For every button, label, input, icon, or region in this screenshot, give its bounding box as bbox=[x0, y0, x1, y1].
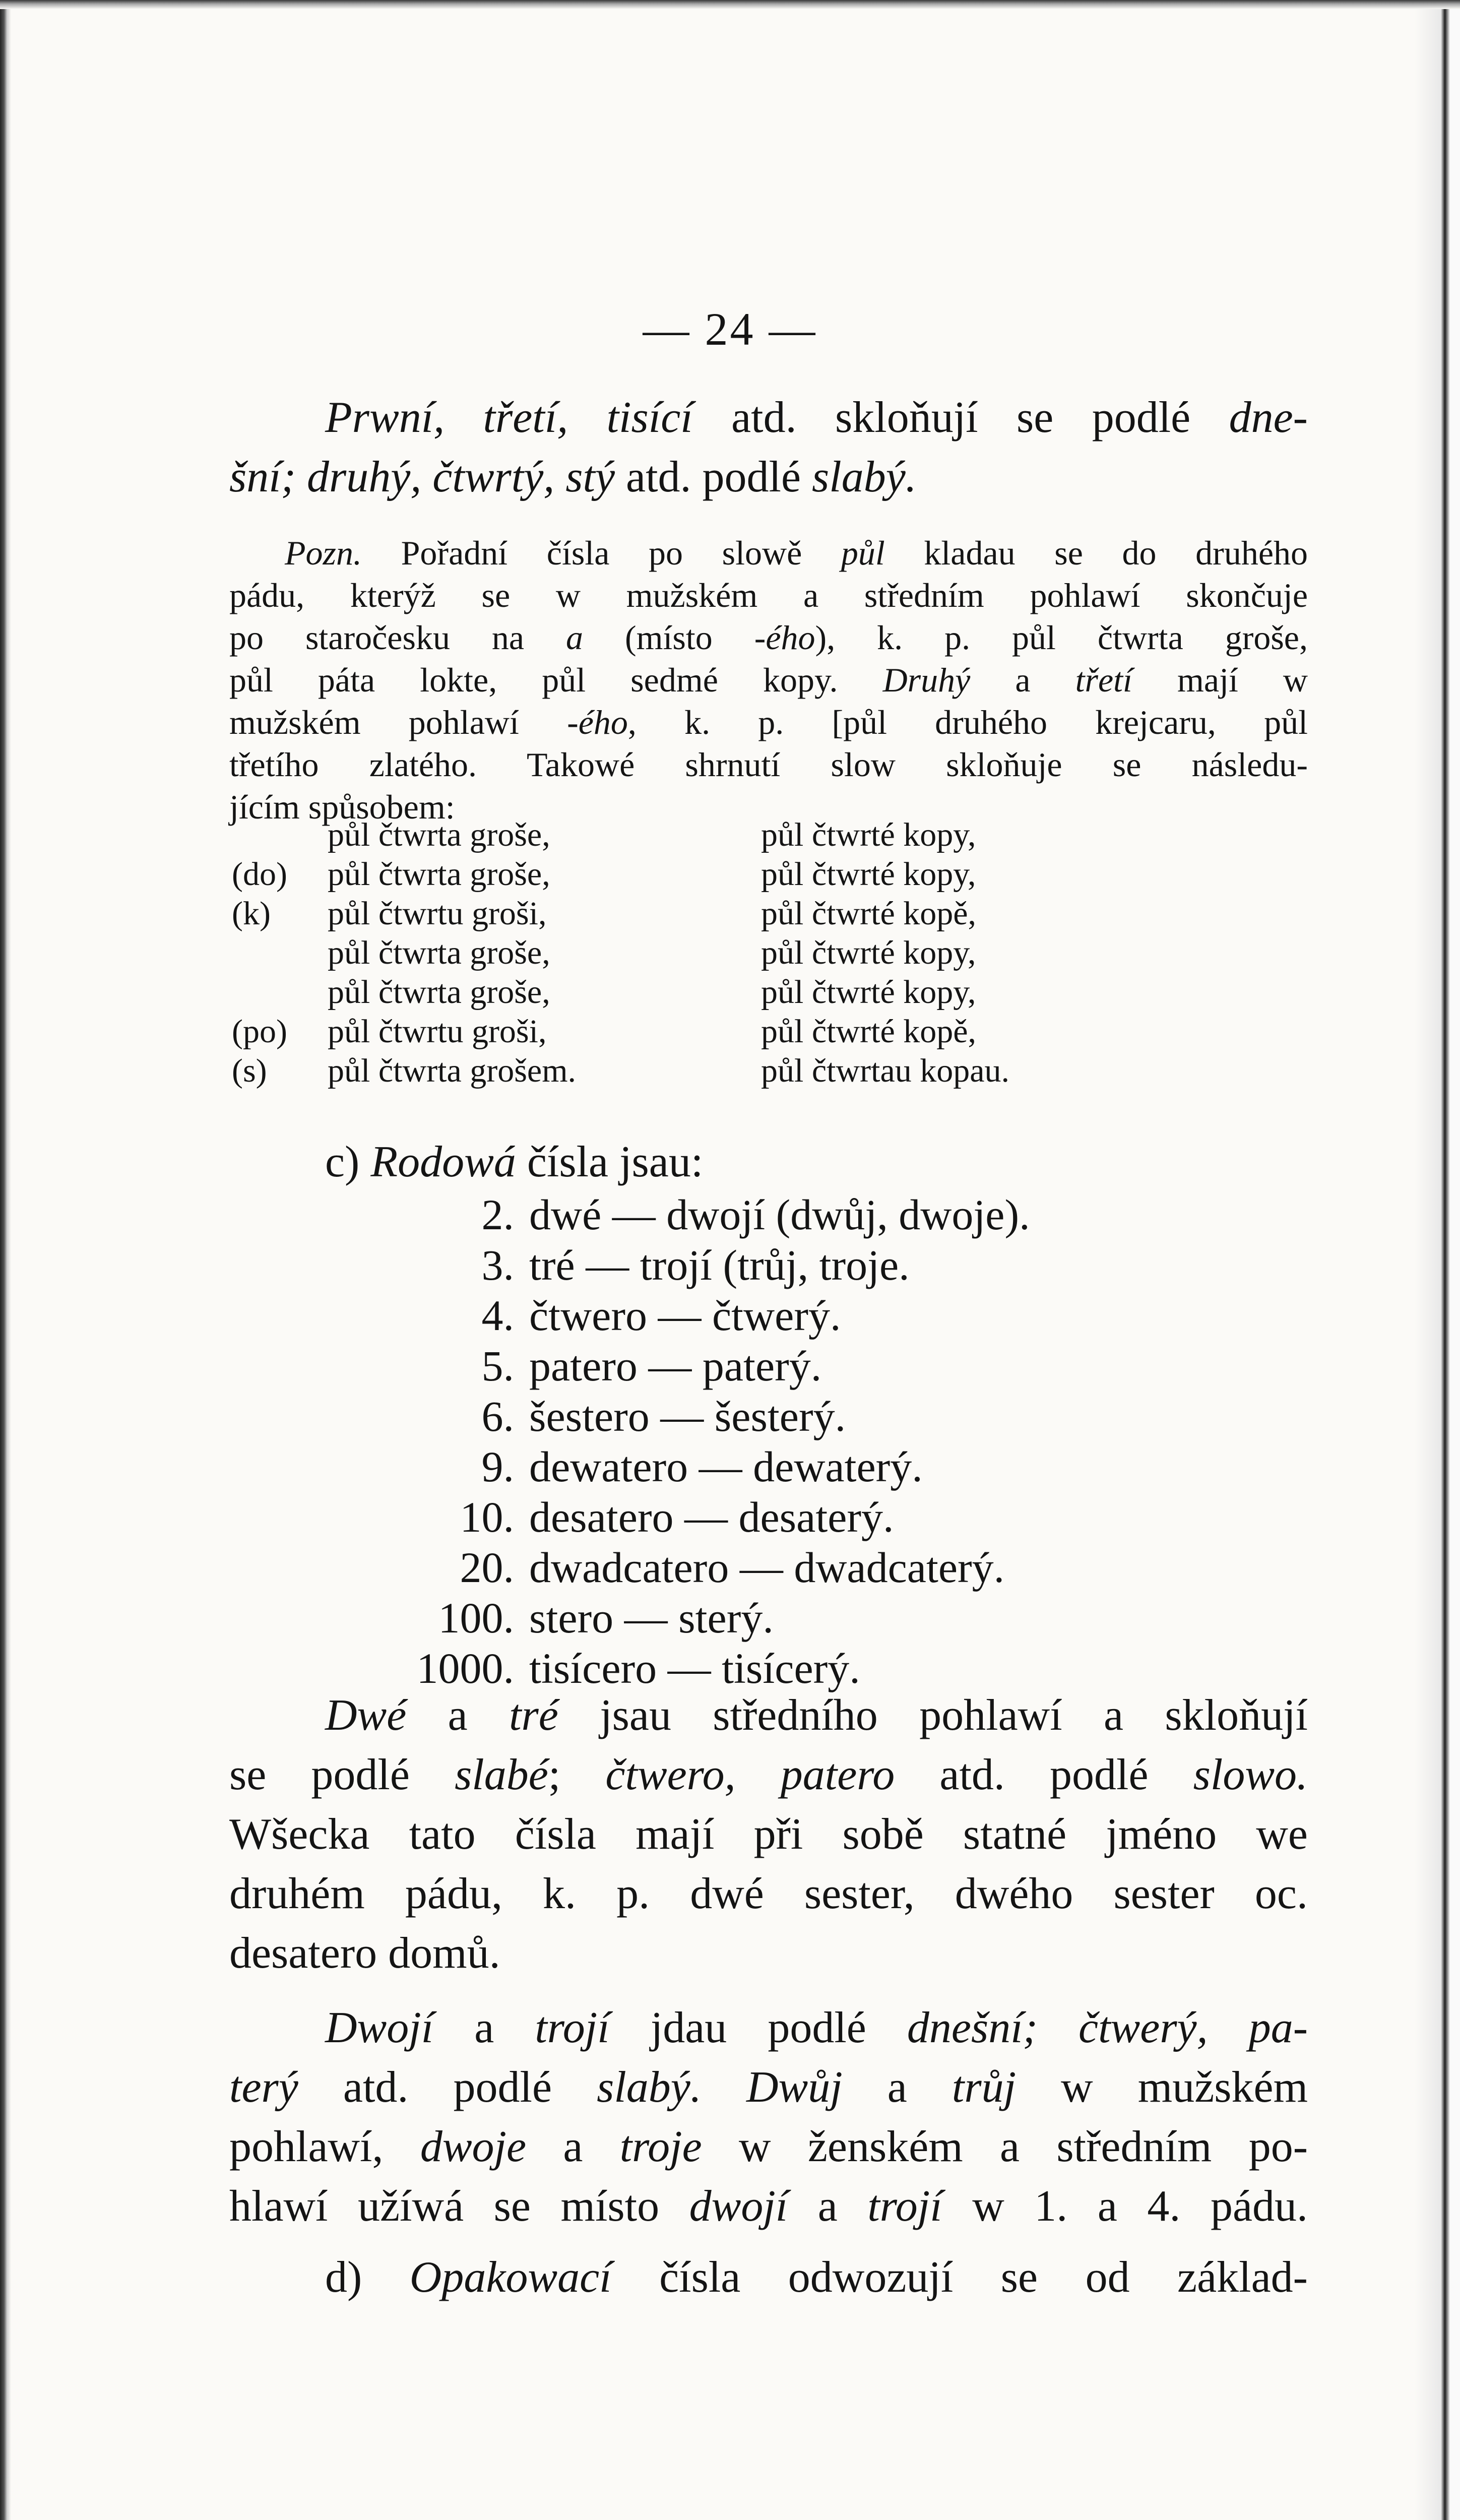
declension-row: půl čtwrta groše, bbox=[328, 934, 550, 971]
list-item: 10. desatero — desaterý. bbox=[460, 1493, 894, 1541]
paragraph-line: pohlawí, dwoje a troje w ženském a středním po- bbox=[229, 2122, 1308, 2171]
paragraph-line: Wšecka tato čísla mají při sobě statné jméno we bbox=[229, 1810, 1308, 1859]
list-item: 100. stero — sterý. bbox=[438, 1594, 774, 1642]
declension-row: (do) půl čtwrta groše, bbox=[232, 856, 550, 893]
note-paragraph bbox=[229, 532, 1308, 828]
declension-row: půl čtwrtau kopau. bbox=[761, 1052, 1010, 1089]
section-c-heading: c) Rodowá čísla jsau: bbox=[325, 1138, 704, 1186]
list-item: 4. čtwero — čtwerý. bbox=[481, 1291, 841, 1340]
numeral-list bbox=[363, 1189, 1030, 1693]
declension-row: (k) půl čtwrtu groši, bbox=[232, 895, 547, 932]
paragraph-line: druhém pádu, k. p. dwé sester, dwého sester oc. bbox=[229, 1869, 1308, 1918]
declension-row: (po) půl čtwrtu groši, bbox=[232, 1013, 547, 1050]
note-line-3: po staročesku na a (místo -ého), k. p. půl čtwrta groše, bbox=[229, 618, 1308, 657]
note-line-6: třetího zlatého. Takowé shrnutí slow skloňuje se následu- bbox=[229, 745, 1308, 784]
list-item: 6. šestero — šesterý. bbox=[481, 1392, 846, 1440]
declension-row: půl čtwrté kopě, bbox=[761, 1013, 977, 1050]
list-item: 2. dwé — dwojí (dwůj, dwoje). bbox=[481, 1190, 1030, 1239]
intro-line-2: šní; druhý, čtwrtý, stý atd. podlé slabý. bbox=[229, 453, 917, 501]
intro-paragraph bbox=[229, 388, 1308, 507]
declension-left-column bbox=[232, 815, 576, 1091]
page-left-edge bbox=[0, 0, 11, 2520]
note-line-4: půl páta lokte, půl sedmé kopy. Druhý a třetí mají w bbox=[229, 661, 1308, 699]
page-number: — 24 — bbox=[643, 303, 817, 355]
paragraph-line: se podlé slabé; čtwero, patero atd. podlé slowo. bbox=[229, 1750, 1308, 1799]
paragraph-line: hlawí užíwá se místo dwojí a trojí w 1. a 4. pádu. bbox=[229, 2182, 1308, 2231]
paragraph-line: terý atd. podlé slabý. Dwůj a trůj w mužském bbox=[229, 2063, 1308, 2112]
page-right-edge bbox=[1415, 0, 1460, 2520]
paragraph-line: desatero domů. bbox=[229, 1929, 500, 1978]
declension-row: (s) půl čtwrta grošem. bbox=[232, 1052, 577, 1089]
declension-row: půl čtwrta groše, bbox=[328, 816, 550, 853]
list-item: 1000. tisícero — tisícerý. bbox=[416, 1644, 860, 1692]
list-item: 5. patero — paterý. bbox=[481, 1342, 822, 1390]
list-item: 3. tré — trojí (trůj, troje. bbox=[481, 1241, 910, 1289]
list-item: 9. dewatero — dewaterý. bbox=[481, 1442, 923, 1491]
paragraph-opakowaci bbox=[229, 2248, 1308, 2307]
note-line-5: mužském pohlawí -ého, k. p. [půl druhého krejcaru, půl bbox=[229, 703, 1308, 741]
note-line-7: jícím spůsobem: bbox=[229, 788, 455, 826]
paragraph-line: Dwé a tré jsau středního pohlawí a skloňují bbox=[325, 1691, 1308, 1740]
declension-row: půl čtwrté kopě, bbox=[761, 895, 977, 932]
declension-row: půl čtwrté kopy, bbox=[761, 856, 976, 893]
note-line-1: Pozn. Pořadní čísla po slowě půl kladau se do druhého bbox=[285, 534, 1308, 572]
declension-row: půl čtwrté kopy, bbox=[761, 974, 976, 1011]
declension-row: půl čtwrté kopy, bbox=[761, 816, 976, 853]
paragraph-line: Dwojí a trojí jdau podlé dnešní; čtwerý, pa- bbox=[325, 2003, 1308, 2052]
declension-row: půl čtwrta groše, bbox=[328, 974, 550, 1011]
paragraph-line: d) Opakowací čísla odwozují se od základ- bbox=[325, 2253, 1308, 2302]
declension-right-column bbox=[761, 815, 1009, 1091]
page-top-edge bbox=[0, 0, 1460, 9]
list-item: 20. dwadcatero — dwadcaterý. bbox=[460, 1543, 1005, 1592]
intro-line-1: Prwní, třetí, tisící atd. skloňují se podlé dne- bbox=[325, 393, 1308, 442]
paragraph-dwoji-troji bbox=[229, 1998, 1308, 2236]
declension-row: půl čtwrté kopy, bbox=[761, 934, 976, 971]
note-line-2: pádu, kterýž se w mužském a středním pohlawí skončuje bbox=[229, 576, 1308, 614]
paragraph-dwe-tre bbox=[229, 1686, 1308, 1983]
